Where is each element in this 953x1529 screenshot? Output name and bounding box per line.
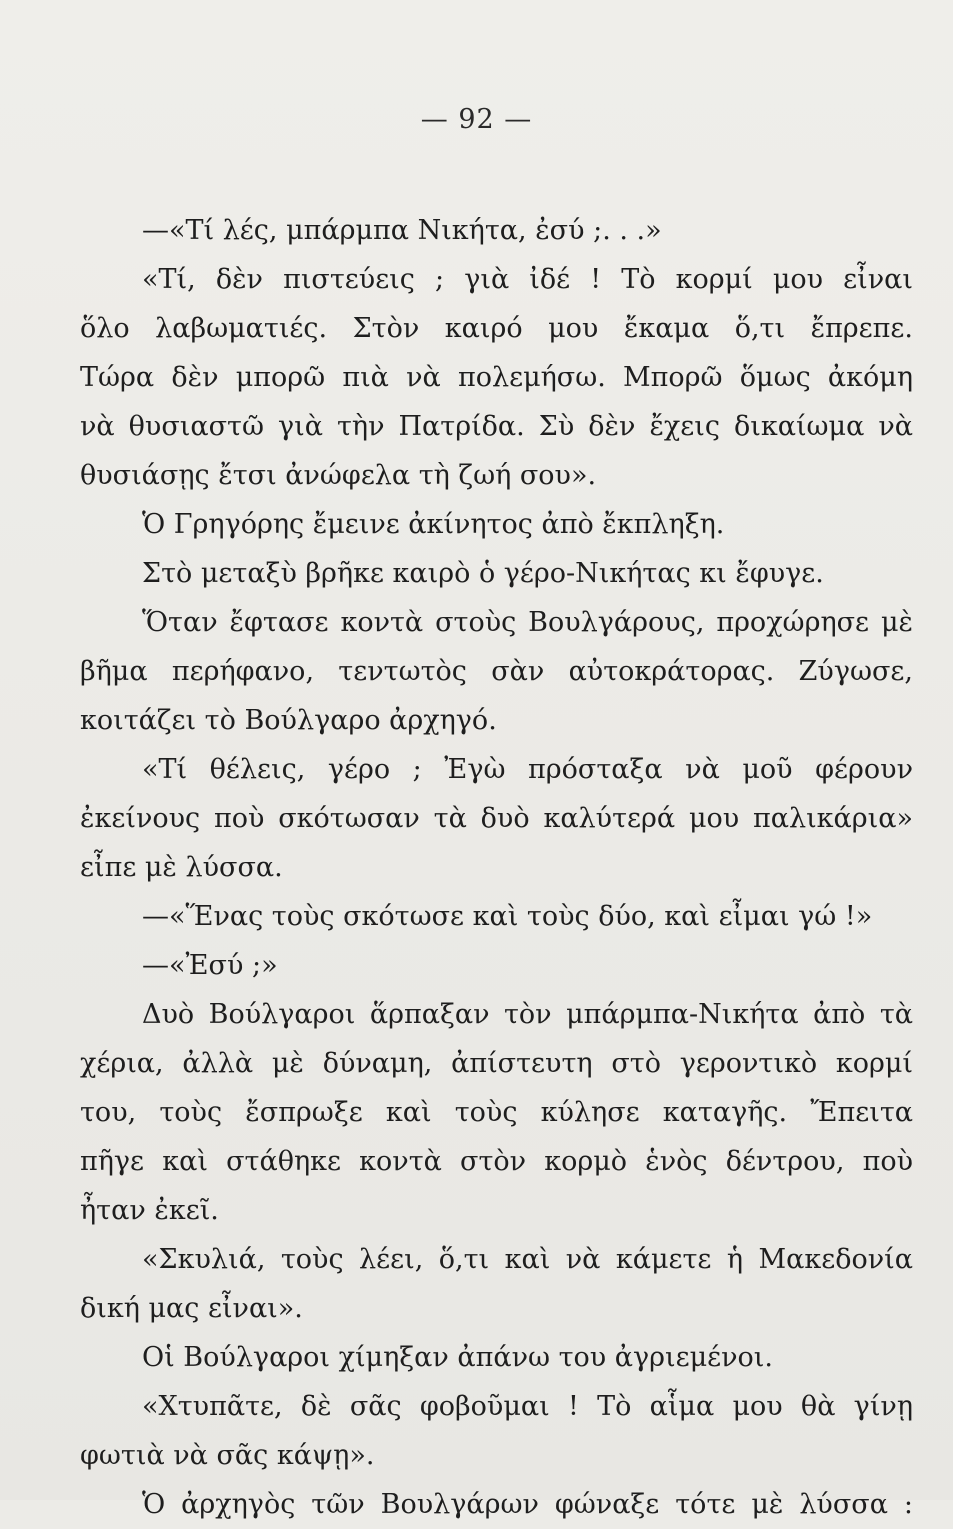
page-number: — 92 — [420,104,533,135]
text-line: Ὁ ἀρχηγὸς τῶν Βουλγάρων φώναξε τότε μὲ λύσσα : [142,1489,913,1520]
text-line: —«Ἕνας τοὺς σκότωσε καὶ τοὺς δύο, καὶ εἶμαι γώ !» [142,901,873,932]
text-line: δική μας εἶναι». [80,1293,303,1324]
text-line: Ὅταν ἔφτασε κοντὰ στοὺς Βουλγάρους, προχώρησε μὲ [142,607,913,638]
text-line: βῆμα περήφανο, τεντωτὸς σὰν αὐτοκράτορας. Ζύγωσε, [80,656,913,687]
text-line: Στὸ μεταξὺ βρῆκε καιρὸ ὁ γέρο-Νικήτας κι ἔφυγε. [142,558,824,589]
text-line: —«Ἐσύ ;» [142,950,278,981]
text-line: ὅλο λαβωματιές. Στὸν καιρό μου ἔκαμα ὅ,τι ἔπρεπε. [80,313,913,344]
text-line: θυσιάσῃς ἔτσι ἀνώφελα τὴ ζωή σου». [80,460,597,491]
text-line: «Τί, δὲν πιστεύεις ; γιὰ ἰδέ ! Τὸ κορμί μου εἶναι [142,264,913,295]
text-line: φωτιὰ νὰ σᾶς κάψῃ». [80,1440,375,1471]
text-line: εἶπε μὲ λύσσα. [80,852,283,883]
body-text [80,206,913,1529]
text-line: ἦταν ἐκεῖ. [80,1195,219,1226]
text-line: «Χτυπᾶτε, δὲ σᾶς φοβοῦμαι ! Τὸ αἷμα μου θὰ γίνῃ [142,1391,913,1422]
text-line: κοιτάζει τὸ Βούλγαρο ἀρχηγό. [80,705,497,736]
text-line: χέρια, ἀλλὰ μὲ δύναμη, ἀπίστευτη στὸ γεροντικὸ κορμί [80,1048,913,1079]
text-line: Οἱ Βούλγαροι χίμηξαν ἀπάνω του ἀγριεμένοι. [142,1342,773,1373]
text-line: νὰ θυσιαστῶ γιὰ τὴν Πατρίδα. Σὺ δὲν ἔχεις δικαίωμα νὰ [80,411,913,442]
text-line: «Τί θέλεις, γέρο ; Ἐγὼ πρόσταξα νὰ μοῦ φέρουν [142,754,913,785]
text-line: —«Τί λές, μπάρμπα Νικήτα, ἐσύ ;. . .» [142,215,662,246]
text-line: «Σκυλιά, τοὺς λέει, ὅ,τι καὶ νὰ κάμετε ἡ Μακεδονία [142,1244,913,1275]
text-line: Ὁ Γρηγόρης ἔμεινε ἀκίνητος ἀπὸ ἔκπληξη. [142,509,725,540]
text-line: Δυὸ Βούλγαροι ἅρπαξαν τὸν μπάρμπα-Νικήτα ἀπὸ τὰ [142,999,913,1030]
text-line: του, τοὺς ἔσπρωξε καὶ τοὺς κύλησε καταγῆς. Ἔπειτα [80,1097,913,1128]
text-line: πῆγε καὶ στάθηκε κοντὰ στὸν κορμὸ ἑνὸς δέντρου, ποὺ [80,1146,913,1177]
text-line: ἐκείνους ποὺ σκότωσαν τὰ δυὸ καλύτερά μου παλικάρια» [80,803,913,834]
text-line: Τώρα δὲν μπορῶ πιὰ νὰ πολεμήσω. Μπορῶ ὅμως ἀκόμη [80,362,913,393]
